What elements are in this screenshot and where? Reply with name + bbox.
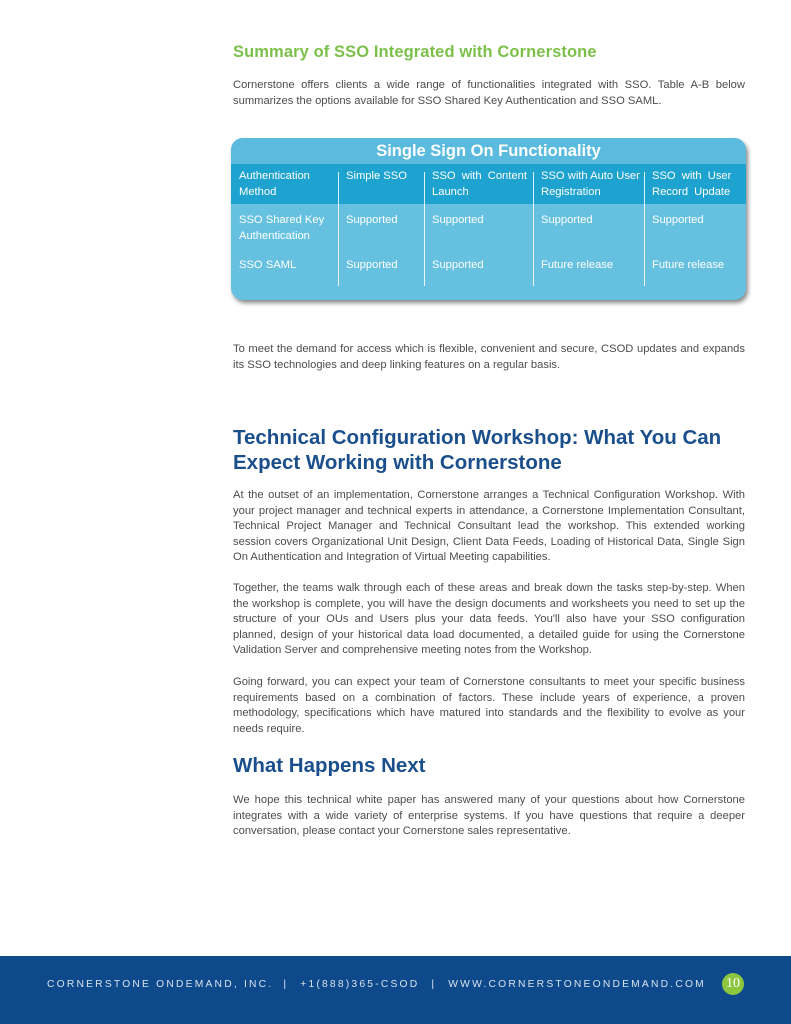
footer-separator: |: [431, 979, 437, 990]
table-row: [231, 204, 746, 251]
footer-separator: |: [283, 979, 289, 990]
table-header-text: SSO with Content Launch: [432, 170, 527, 198]
next-steps-paragraph: We hope this technical white paper has answered many of your questions about how Cornerstone integrates with a wide variety of enterprise systems. If you have questions that require a deeper conversation, please contact your Cornerstone sales representative.: [233, 794, 745, 838]
section-heading-next-steps: What Happens Next: [233, 754, 426, 777]
table-cell: Supported: [432, 259, 484, 271]
footer-website-link[interactable]: WWW.CORNERSTONEONDEMAND.COM: [448, 979, 706, 990]
sso-followup-paragraph: To meet the demand for access which is flexible, convenient and secure, CSOD updates and expands its SSO technologies and deep linking features on a regular basis.: [233, 343, 745, 371]
section-heading-workshop: Technical Configuration Workshop: What You Can Expect Working with Cornerstone: [233, 426, 722, 474]
footer-phone: +1(888)365-CSOD: [300, 979, 420, 990]
footer-contact-line: [47, 979, 706, 990]
footer-company: CORNERSTONE ONDEMAND, INC.: [47, 979, 274, 990]
sso-summary-paragraph: Cornerstone offers clients a wide range of functionalities integrated with SSO. Table A-B below summarizes the options available for SSO Shared Key Authentication and SSO SAML.: [233, 79, 745, 107]
table-cell: Supported: [652, 214, 704, 226]
table-cell: SSO Shared Key Authentication: [239, 214, 325, 242]
table-header-cell: [424, 164, 533, 204]
table-cell: Supported: [541, 214, 593, 226]
page-footer: [0, 956, 791, 1024]
table-title: Single Sign On Functionality: [231, 138, 746, 164]
table-row: [231, 251, 746, 300]
table-cell: Future release: [541, 259, 614, 271]
page-number-badge: 10: [722, 973, 744, 995]
workshop-paragraph-3: Going forward, you can expect your team of Cornerstone consultants to meet your specific business requirements based on a combination of factors. These include years of experience, a proven methodology, specifications which have matured into standards and the flexibility to evolve as your needs require.: [233, 676, 745, 735]
section-heading-sso-summary: Summary of SSO Integrated with Cornerstone: [233, 43, 597, 61]
table-header-cell: Authentication Method: [239, 170, 310, 198]
table-cell: Supported: [346, 214, 398, 226]
table-header-cell: Simple SSO: [346, 170, 407, 182]
workshop-paragraph-1: At the outset of an implementation, Cornerstone arranges a Technical Configuration Workshop. With your project manager and technical experts in attendance, a Cornerstone Implementation Consultant, Technical Project Manager and Technical Consultant lead the workshop. This extended working session covers Organizational Unit Design, Client Data Feeds, Loading of Historical Data, Single Sign On Authentication and Integration of Virtual Meeting capabilities.: [233, 489, 745, 564]
table-cell: Supported: [346, 259, 398, 271]
table-header-text: SSO with User Record Update: [652, 170, 732, 198]
table-header-cell: [644, 164, 746, 204]
table-cell: SSO SAML: [239, 259, 297, 271]
table-cell: Future release: [652, 259, 725, 271]
workshop-paragraph-2: Together, the teams walk through each of these areas and break down the tasks step-by-step. When the workshop is complete, you will have the design documents and worksheets you need to set up the structure of your OUs and Users plus your data feeds. You'll also have your SSO configuration planned, design of your historical data load documented, a detailed guide for using the Cornerstone Validation Server and comprehensive meeting notes from the Workshop.: [233, 582, 745, 657]
sso-functionality-table: [231, 138, 746, 300]
table-cell: Supported: [432, 214, 484, 226]
table-header-row: [231, 164, 746, 204]
table-header-cell: SSO with Auto User Registration: [541, 170, 640, 198]
